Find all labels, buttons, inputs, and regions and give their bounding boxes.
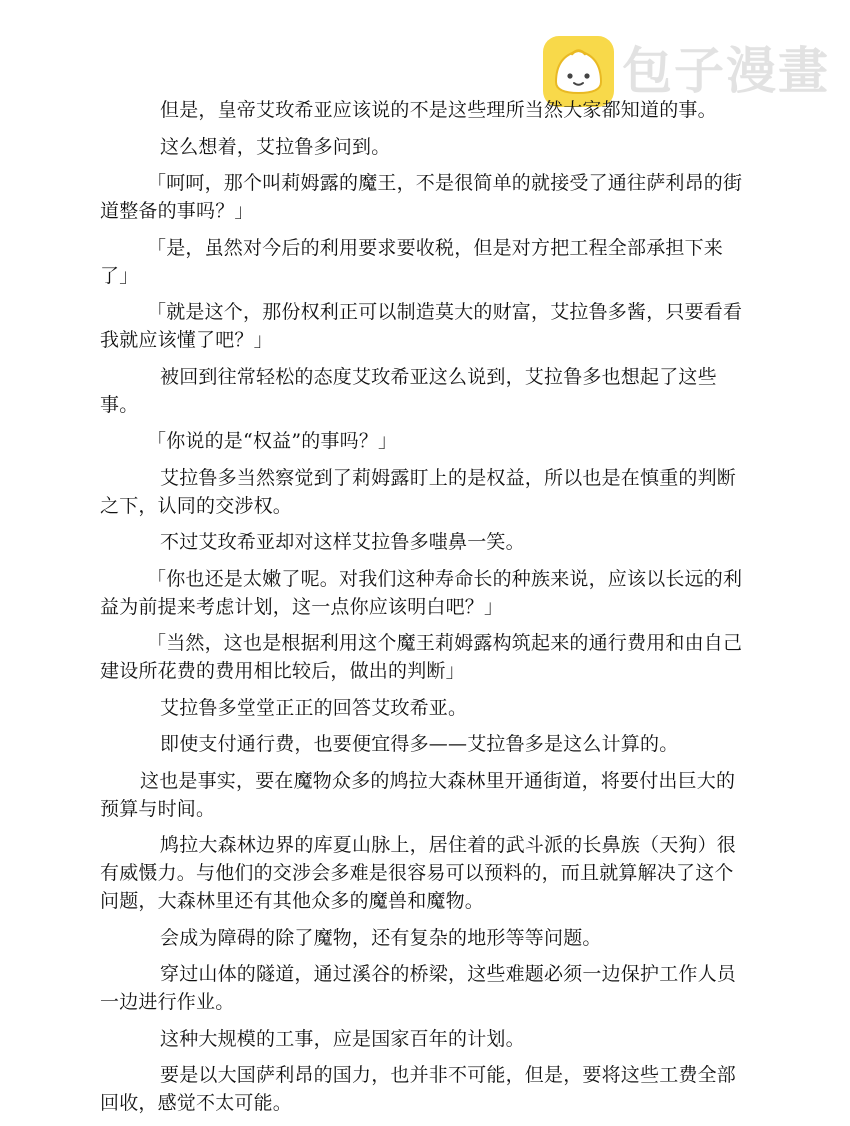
paragraph: 这么想着，艾拉鲁多问到。	[160, 135, 391, 158]
paragraph: 即使支付通行费，也要便宜得多——艾拉鲁多是这么计算的。	[160, 733, 679, 755]
dialogue-paragraph: 「你也还是太嫩了呢。对我们这种寿命长的种族来说，应该以长远的利益为前提来考虑计划，这一点你应该明白吧？」	[100, 567, 743, 618]
paragraph: 艾拉鲁多当然察觉到了莉姆露盯上的是权益，所以也是在慎重的判断之下，认同的交涉权。	[100, 466, 737, 517]
paragraph: 这种大规模的工事，应是国家百年的计划。	[160, 1027, 525, 1050]
paragraph: 鸠拉大森林边界的库夏山脉上，居住着的武斗派的长鼻族（天狗）很有威慑力。与他们的交涉会多难是很容易可以预料的，而且就算解决了这个问题，大森林里还有其他众多的魔兽和魔物。	[100, 834, 737, 912]
paragraph: 不过艾玫希亚却对这样艾拉鲁多嗤鼻一笑。	[160, 531, 525, 553]
dialogue-paragraph: 「你说的是“权益”的事吗？」	[147, 430, 398, 452]
paragraph: 被回到往常轻松的态度艾玫希亚这么说到，艾拉鲁多也想起了这些事。	[100, 365, 717, 416]
paragraph: 要是以大国萨利昂的国力，也并非不可能，但是，要将这些工费全部回收，感觉不太可能。	[100, 1064, 737, 1114]
watermark-brand-text: 包子漫畫	[622, 42, 830, 100]
dialogue-paragraph: 「呵呵，那个叫莉姆露的魔王，不是很简单的就接受了通往萨利昂的街道整备的事吗？」	[100, 172, 743, 222]
novel-text-body	[100, 96, 748, 1126]
paragraph: 会成为障碍的除了魔物，还有复杂的地形等等问题。	[160, 926, 602, 949]
paragraph: 但是，皇帝艾玫希亚应该说的不是这些理所当然大家都知道的事。	[160, 99, 717, 121]
dialogue-paragraph: 「是，虽然对今后的利用要求要收税，但是对方把工程全部承担下来了」	[100, 236, 724, 287]
paragraph: 穿过山体的隧道，通过溪谷的桥梁，这些难题必须一边保护工作人员一边进行作业。	[100, 963, 737, 1013]
dialogue-paragraph: 「当然，这也是根据利用这个魔王莉姆露构筑起来的通行费用和由自己建设所花费的费用相比较后，做出的判断」	[100, 632, 743, 682]
paragraph: 艾拉鲁多堂堂正正的回答艾玫希亚。	[160, 696, 468, 719]
paragraph: 这也是事实，要在魔物众多的鸠拉大森林里开通街道，将要付出巨大的预算与时间。	[100, 769, 736, 820]
dialogue-paragraph: 「就是这个，那份权利正可以制造莫大的财富，艾拉鲁多酱，只要看看我就应该懂了吧？」	[100, 301, 743, 351]
